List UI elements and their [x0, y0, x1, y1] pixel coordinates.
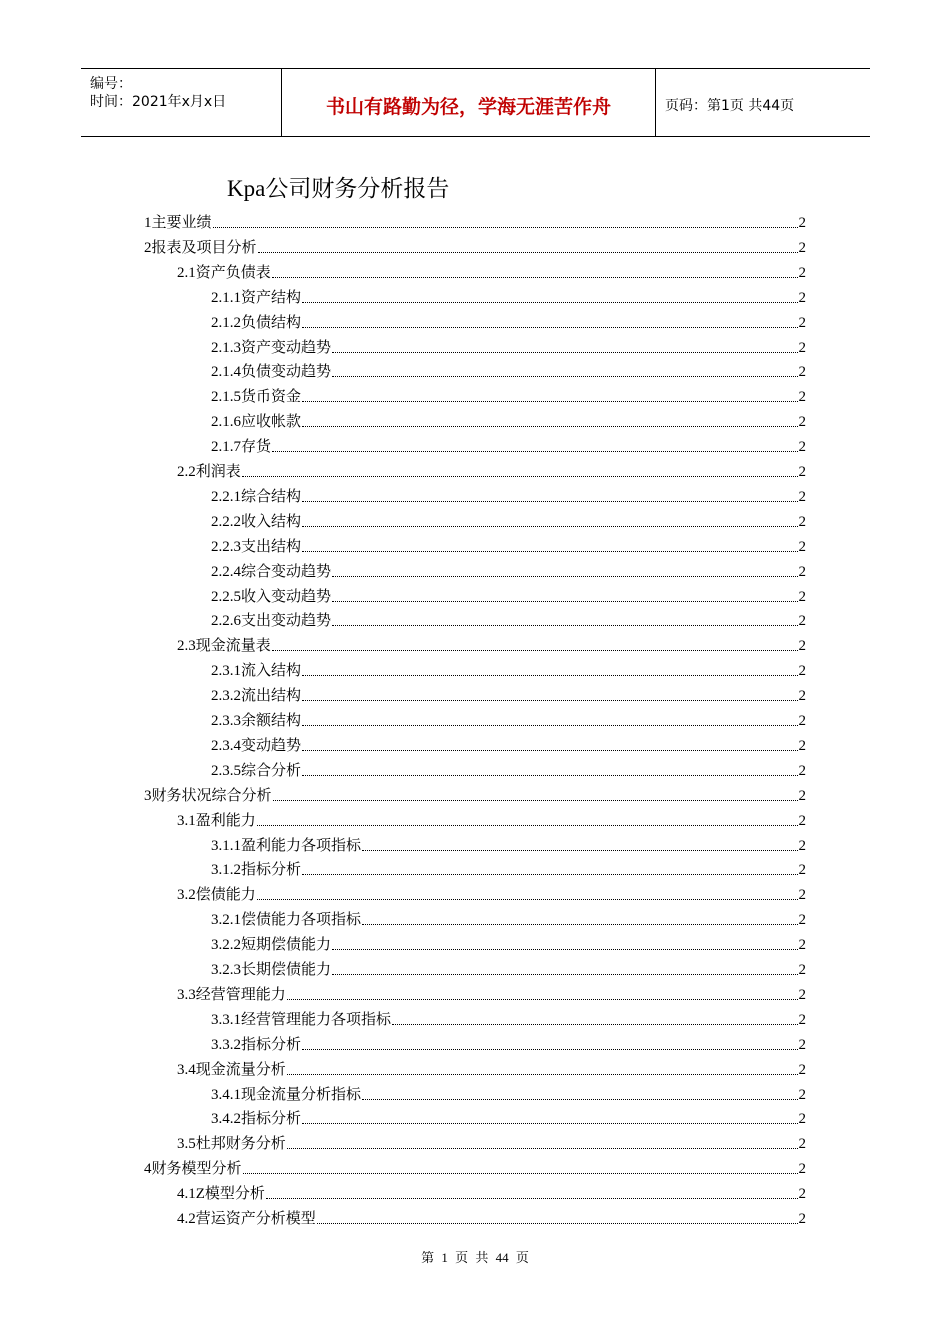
- toc-entry-title: 3.1.2指标分析: [211, 862, 302, 879]
- toc-entry-title: 2.1.6应收帐款: [211, 414, 302, 431]
- toc-entry-title: 2.2.2收入结构: [211, 513, 302, 530]
- toc-entry[interactable]: [211, 657, 806, 681]
- toc-entry-page: 2: [798, 787, 806, 804]
- toc-entry[interactable]: [211, 508, 806, 532]
- toc-dot-leader: [302, 724, 797, 726]
- toc-entry-title: 2报表及项目分析: [144, 239, 257, 256]
- toc-entry[interactable]: [211, 483, 806, 507]
- toc-entry[interactable]: [211, 1031, 806, 1055]
- toc-dot-leader: [272, 649, 798, 651]
- toc-entry-title: 2.3.4变动趋势: [211, 737, 302, 754]
- toc-entry[interactable]: [177, 1205, 806, 1229]
- toc-dot-leader: [332, 624, 797, 626]
- toc-entry[interactable]: [211, 757, 806, 781]
- toc-entry-title: 3.5杜邦财务分析: [177, 1136, 286, 1153]
- toc-entry-title: 2.2.5收入变动趋势: [211, 588, 332, 605]
- toc-entry-title: 3.3.2指标分析: [211, 1036, 302, 1053]
- toc-dot-leader: [302, 400, 797, 402]
- toc-entry[interactable]: [177, 458, 806, 482]
- toc-entry-page: 2: [798, 887, 806, 904]
- toc-entry-page: 2: [798, 937, 806, 954]
- toc-entry-page: 2: [798, 1011, 806, 1028]
- page-footer: 第 1 页 共 44 页: [421, 1250, 529, 1265]
- toc-dot-leader: [258, 251, 798, 253]
- toc-entry[interactable]: [177, 259, 806, 283]
- toc-entry-title: 2.1.4负债变动趋势: [211, 364, 332, 381]
- toc-entry[interactable]: [211, 931, 806, 955]
- toc-entry-title: 2.1.5货币资金: [211, 389, 302, 406]
- toc-entry-title: 2.1资产负债表: [177, 264, 271, 281]
- toc-entry-page: 2: [798, 638, 806, 655]
- toc-entry[interactable]: [211, 358, 806, 382]
- toc-entry-title: 2.3.2流出结构: [211, 688, 302, 705]
- toc-entry[interactable]: [177, 981, 806, 1005]
- toc-entry-page: 2: [798, 314, 806, 331]
- toc-entry[interactable]: [211, 334, 806, 358]
- toc-entry[interactable]: [211, 832, 806, 856]
- toc-entry[interactable]: [211, 583, 806, 607]
- header-left-cell: [81, 69, 281, 136]
- toc-entry-page: 2: [798, 1061, 806, 1078]
- toc-entry-title: 3.4现金流量分析: [177, 1061, 286, 1078]
- toc-entry[interactable]: [177, 1056, 806, 1080]
- toc-dot-leader: [302, 1048, 797, 1050]
- toc-entry-title: 2.3.5综合分析: [211, 762, 302, 779]
- toc-entry[interactable]: [211, 558, 806, 582]
- toc-dot-leader: [302, 749, 797, 751]
- toc-entry[interactable]: [177, 881, 806, 905]
- toc-entry-page: 2: [798, 1161, 806, 1178]
- toc-entry[interactable]: [144, 1155, 806, 1179]
- toc-entry-title: 3.3.1经营管理能力各项指标: [211, 1011, 392, 1028]
- toc-entry-page: 2: [798, 1111, 806, 1128]
- toc-dot-leader: [302, 550, 797, 552]
- toc-entry[interactable]: [211, 1105, 806, 1129]
- toc-entry-page: 2: [798, 239, 806, 256]
- toc-entry-title: 3.2.1偿债能力各项指标: [211, 912, 362, 929]
- toc-entry-title: 2.2.4综合变动趋势: [211, 563, 332, 580]
- toc-entry[interactable]: [211, 1006, 806, 1030]
- toc-entry-title: 3.2偿债能力: [177, 887, 256, 904]
- toc-dot-leader: [257, 898, 798, 900]
- toc-dot-leader: [266, 1197, 798, 1199]
- header-motto: 书山有路勤为径，学海无涯苦作舟: [325, 96, 611, 118]
- toc-dot-leader: [362, 923, 797, 925]
- toc-dot-leader: [302, 699, 797, 701]
- header-page-info: 页码：第1页 共44页: [665, 98, 795, 114]
- toc-dot-leader: [302, 674, 797, 676]
- toc-dot-leader: [302, 525, 797, 527]
- toc-entry[interactable]: [211, 906, 806, 930]
- toc-entry[interactable]: [144, 234, 806, 258]
- toc-entry-page: 2: [798, 762, 806, 779]
- toc-dot-leader: [362, 849, 797, 851]
- header-middle-cell: [281, 69, 656, 136]
- toc-entry-page: 2: [798, 215, 806, 231]
- toc-dot-leader: [302, 326, 797, 328]
- toc-dot-leader: [362, 1098, 797, 1100]
- toc-dot-leader: [332, 600, 797, 602]
- toc-entry-page: 2: [798, 1211, 806, 1227]
- toc-entry-page: 2: [798, 538, 806, 555]
- toc-entry[interactable]: [144, 209, 806, 233]
- toc-entry-page: 2: [798, 1186, 806, 1203]
- toc-entry-page: 2: [798, 488, 806, 505]
- toc-entry[interactable]: [211, 732, 806, 756]
- toc-dot-leader: [332, 351, 797, 353]
- toc-entry-title: 2.3现金流量表: [177, 638, 271, 655]
- toc-dot-leader: [317, 1222, 798, 1224]
- toc-entry-page: 2: [798, 613, 806, 630]
- toc-entry[interactable]: [177, 1130, 806, 1154]
- toc-entry[interactable]: [211, 284, 806, 308]
- toc-dot-leader: [392, 1023, 797, 1025]
- toc-entry-title: 3.2.3长期偿债能力: [211, 962, 332, 978]
- toc-entry-title: 3.4.1现金流量分析指标: [211, 1086, 362, 1103]
- toc-entry[interactable]: [177, 1180, 806, 1204]
- toc-entry-page: 2: [798, 1036, 806, 1053]
- toc-dot-leader: [213, 226, 798, 228]
- toc-entry-page: 2: [798, 339, 806, 356]
- toc-entry[interactable]: [177, 632, 806, 656]
- toc-dot-leader: [287, 998, 798, 1000]
- toc-entry-page: 2: [798, 912, 806, 929]
- toc-entry-page: 2: [798, 837, 806, 854]
- toc-dot-leader: [302, 425, 797, 427]
- toc-entry-title: 3.2.2短期偿债能力: [211, 937, 332, 954]
- toc-dot-leader: [302, 774, 797, 776]
- toc-entry[interactable]: [211, 856, 806, 880]
- toc-dot-leader: [273, 799, 798, 801]
- toc-entry-page: 2: [798, 439, 806, 456]
- toc-entry-title: 3.1.1盈利能力各项指标: [211, 837, 362, 854]
- toc-entry-page: 2: [798, 1136, 806, 1153]
- toc-entry-page: 2: [798, 289, 806, 306]
- toc-entry-page: 2: [798, 588, 806, 605]
- toc-entry-title: 2.1.1资产结构: [211, 289, 302, 306]
- toc-dot-leader: [242, 475, 798, 477]
- toc-entry-page: 2: [798, 1086, 806, 1103]
- toc-entry[interactable]: [211, 707, 806, 731]
- toc-dot-leader: [332, 948, 797, 950]
- toc-entry-page: 2: [798, 563, 806, 580]
- serial-label: 编号：: [90, 76, 132, 92]
- toc-dot-leader: [302, 1122, 797, 1124]
- toc-entry[interactable]: [211, 309, 806, 333]
- toc-entry-page: 2: [798, 663, 806, 680]
- toc-dot-leader: [332, 375, 797, 377]
- toc-dot-leader: [287, 1073, 798, 1075]
- toc-entry-title: 2.2.3支出结构: [211, 538, 302, 555]
- toc-entry-title: 2.2.1综合结构: [211, 488, 302, 505]
- toc-entry-page: 2: [798, 986, 806, 1003]
- toc-entry-title: 2.1.7存货: [211, 439, 272, 456]
- toc-entry-page: 2: [798, 513, 806, 530]
- toc-dot-leader: [272, 276, 798, 278]
- toc-entry[interactable]: [211, 956, 806, 980]
- toc-dot-leader: [272, 450, 797, 452]
- toc-entry[interactable]: [211, 682, 806, 706]
- header-right-cell: [655, 69, 870, 136]
- toc-entry-title: 1主要业绩: [144, 215, 212, 231]
- toc-entry[interactable]: [211, 433, 806, 457]
- page-header: [81, 68, 870, 137]
- toc-entry-title: 4.2营运资产分析模型: [177, 1211, 316, 1227]
- toc-entry[interactable]: [177, 807, 806, 831]
- toc-entry[interactable]: [211, 607, 806, 631]
- toc-entry[interactable]: [211, 383, 806, 407]
- toc-entry[interactable]: [211, 408, 806, 432]
- toc-dot-leader: [332, 575, 797, 577]
- toc-entry-page: 2: [798, 464, 806, 480]
- toc-entry-page: 2: [798, 389, 806, 406]
- toc-entry-title: 3.3经营管理能力: [177, 986, 286, 1003]
- toc-dot-leader: [302, 301, 797, 303]
- toc-dot-leader: [332, 973, 797, 975]
- toc-entry-page: 2: [798, 737, 806, 754]
- toc-entry-title: 2.2.6支出变动趋势: [211, 613, 332, 630]
- toc-entry-page: 2: [798, 264, 806, 281]
- document-title: Kpa公司财务分析报告: [227, 176, 450, 201]
- toc-entry-title: 3.4.2指标分析: [211, 1111, 302, 1128]
- toc-entry-page: 2: [798, 688, 806, 705]
- time-label: 时间：2021年x月x日: [90, 94, 227, 110]
- toc-dot-leader: [302, 873, 797, 875]
- toc-entry-title: 3.1盈利能力: [177, 812, 256, 829]
- toc-dot-leader: [302, 500, 797, 502]
- toc-dot-leader: [287, 1147, 798, 1149]
- toc-entry-page: 2: [798, 962, 806, 978]
- toc-entry-title: 2.1.2负债结构: [211, 314, 302, 331]
- toc-entry-title: 2.3.3余额结构: [211, 713, 302, 729]
- toc-entry-title: 3财务状况综合分析: [144, 787, 272, 804]
- toc-entry-title: 2.2利润表: [177, 464, 241, 480]
- toc-entry-title: 4财务模型分析: [144, 1161, 242, 1178]
- toc-entry-title: 2.3.1流入结构: [211, 663, 302, 680]
- toc-entry-page: 2: [798, 812, 806, 829]
- toc-dot-leader: [243, 1172, 798, 1174]
- toc-entry-title: 4.1Z模型分析: [177, 1186, 265, 1203]
- toc-entry-page: 2: [798, 862, 806, 879]
- toc-dot-leader: [257, 824, 798, 826]
- toc-entry-page: 2: [798, 713, 806, 729]
- toc-entry-page: 2: [798, 414, 806, 431]
- toc-entry[interactable]: [211, 1081, 806, 1105]
- toc-entry-title: 2.1.3资产变动趋势: [211, 339, 332, 356]
- toc-entry-page: 2: [798, 364, 806, 381]
- toc-entry[interactable]: [144, 782, 806, 806]
- toc-entry[interactable]: [211, 533, 806, 557]
